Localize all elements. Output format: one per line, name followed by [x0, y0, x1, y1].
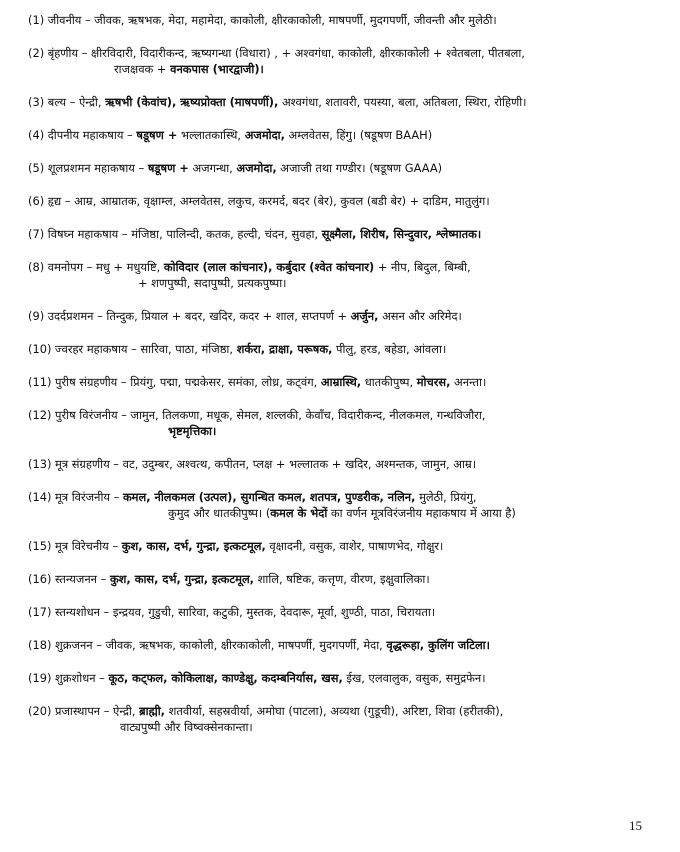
list-item: [28, 308, 668, 324]
list-item: [28, 538, 668, 554]
text-segment: (3) बल्य – ऐन्द्री,: [28, 95, 106, 109]
item-line: [28, 259, 668, 275]
item-line: [28, 538, 668, 554]
item-line: [28, 193, 668, 209]
bold-text: कमल, नीलकमल (उत्पल), सुगन्धित कमल, शतपत्र, पुण्डरीक, नलिन,: [122, 490, 416, 504]
text-segment: (13) मूत्र संग्रहणीय – वट, उदुम्बर, अश्वत्थ, कपीतन, प्लक्ष + भल्लातक + खदिर, अश्मन्तक, जामुन, आम्र।: [28, 457, 477, 471]
text-segment: (7) विषघ्न महाकषाय – मंजिष्ठा, पालिन्दी, कतक, हल्दी, चंदन, सुवहा,: [28, 227, 322, 241]
bold-text: कमल के भेदों: [270, 506, 328, 520]
list-item: [28, 193, 668, 209]
list-item: [28, 637, 668, 653]
bold-text: ब्राह्मी,: [139, 704, 165, 718]
item-line: [28, 571, 668, 587]
text-segment: (18) शुक्रजनन – जीवक, ऋषभक, काकोली, क्षीरकाकोली, माषपर्णी, मुदगपर्णी, मेदा,: [28, 638, 387, 652]
bold-text: कूठ, कट्फल, कोकिलाक्ष, काण्डेक्षु, कदम्बनिर्यास, खस,: [108, 671, 343, 685]
text-segment: वृक्षादनी, वसुक, वाशेर, पाषाणभेद, गोक्षुर।: [265, 539, 444, 553]
bold-text: वनकपास (भारद्वाजी)।: [170, 62, 264, 76]
list-item: [28, 259, 668, 291]
bold-text: वृद्धरूहा, कुलिंग जटिला।: [386, 638, 490, 652]
text-segment: अम्लवेतस, हिंगु। (षडूषण BAAH): [284, 128, 433, 142]
list-item: [28, 12, 668, 28]
text-segment: अनन्ता।: [450, 375, 487, 389]
text-segment: भल्लातकास्थि,: [177, 128, 245, 142]
item-line: [28, 374, 668, 390]
bold-text: अजमोदा,: [236, 161, 277, 175]
list-item: [28, 341, 668, 357]
item-line: [28, 12, 668, 28]
item-line: [28, 127, 668, 143]
list-item: [28, 489, 668, 521]
item-line: [28, 637, 668, 653]
bold-text: भृष्टमृत्तिका।: [168, 424, 217, 438]
bold-text: मोचरस,: [416, 375, 451, 389]
text-segment: (6) हृद्य – आम्र, आम्रातक, वृक्षाम्ल, अम्लवेतस, लकुच, करमर्द, बदर (बेर), कुवल (बडी बेर) + दाडिम, मातुलुंग।: [28, 194, 490, 208]
text-segment: असन और अरिमेद।: [378, 309, 462, 323]
text-segment: धातकीपुष्प,: [361, 375, 417, 389]
herb-group-list: [28, 12, 668, 752]
item-continuation-line: [28, 61, 668, 77]
list-item: [28, 226, 668, 242]
item-line: [28, 604, 668, 620]
text-segment: मुलेठी, प्रियंगु,: [415, 490, 477, 504]
bold-text: षडूषण +: [136, 128, 178, 142]
text-segment: (4) दीपनीय महाकषाय –: [28, 128, 137, 142]
item-line: [28, 226, 668, 242]
text-segment: ईख, एलवालुक, वसुक, समुद्रफेन।: [342, 671, 486, 685]
text-segment: का वर्णन मूत्रविरंजनीय महाकषाय में आया है): [327, 506, 516, 520]
text-segment: वाट्यपुष्पी और विष्वक्सेनकान्ता।: [120, 720, 253, 734]
bold-text: ऋषभी (केवांच), ऋष्यप्रोक्ता (माषपर्णी),: [105, 95, 279, 109]
text-segment: + नीप, बिदुल, बिम्बी,: [374, 260, 471, 274]
bold-text: कुश, कास, दर्भ, गुन्द्रा, इत्कटमूल,: [109, 572, 255, 586]
list-item: [28, 456, 668, 472]
item-continuation-line: [28, 423, 668, 439]
text-segment: (19) शुक्रशोधन –: [28, 671, 109, 685]
list-item: [28, 407, 668, 439]
text-segment: शतवीर्या, सहस्रवीर्या, अमोघा (पाटला), अव्यथा (गुडूची), अरिष्टा, शिवा (हरीतकी),: [164, 704, 504, 718]
text-segment: अश्वगंधा, शतावरी, पयस्या, बला, अतिबला, स्थिरा, रोहिणी।: [278, 95, 527, 109]
text-segment: (2) बृंहणीय – क्षीरविदारी, विदारीकन्द, ऋष्यगन्धा (विधारा) , + अश्वगंधा, काकोली, क्षीरकाकोली + श्वेतबला, पीतबला,: [28, 46, 525, 60]
text-segment: शालि, षष्टिक, कत्तृण, वीरण, इक्षुवालिका।: [254, 572, 430, 586]
page-number: 15: [629, 818, 642, 833]
list-item: [28, 374, 668, 390]
item-line: [28, 489, 668, 505]
bold-text: षडूषण +: [147, 161, 189, 175]
item-line: [28, 341, 668, 357]
list-item: [28, 160, 668, 176]
bold-text: कोविदार (लाल कांचनार), कर्बुदार (श्वेत कांचनार): [163, 260, 375, 274]
list-item: [28, 571, 668, 587]
text-segment: कुमुद और धातकीपुष्प। (: [168, 506, 271, 520]
item-line: [28, 94, 668, 110]
text-segment: (9) उदर्दप्रशमन – तिन्दुक, प्रियाल + बदर, खदिर, कदर + शाल, सप्तपर्ण +: [28, 309, 351, 323]
list-item: [28, 670, 668, 686]
list-item: [28, 703, 668, 735]
item-continuation-line: [28, 275, 668, 291]
list-item: [28, 45, 668, 77]
text-segment: राजक्षवक +: [114, 62, 171, 76]
text-segment: (8) वमनोपग – मधु + मधुयष्टि,: [28, 260, 164, 274]
text-segment: (12) पुरीष विरंजनीय – जामुन, तिलकणा, मधूक, सेमल, शल्लकी, केवाँच, विदारीकन्द, नीलकमल, गन्धविजौरा,: [28, 408, 486, 422]
item-line: [28, 670, 668, 686]
text-segment: (16) स्तन्यजनन –: [28, 572, 110, 586]
item-continuation-line: [28, 719, 668, 735]
list-item: [28, 127, 668, 143]
text-segment: (14) मूत्र विरंजनीय –: [28, 490, 123, 504]
bold-text: शर्करा, द्राक्षा, परूषक,: [236, 342, 333, 356]
text-segment: (17) स्तन्यशोधन – इन्द्रयव, गुडुची, सारिवा, कटुकी, मुस्तक, देवदारू, मूर्वा, शुण्ठी, पाठा, चिरायता।: [28, 605, 436, 619]
bold-text: सूक्ष्मैला, शिरीष, सिन्दुवार, श्लेष्मातक।: [321, 227, 482, 241]
text-segment: (1) जीवनीय – जीवक, ऋषभक, मेदा, महामेदा, काकोली, क्षीरकाकोली, माषपर्णी, मुदगपर्णी, जीवन्ती और मुलेठी।: [28, 13, 497, 27]
text-segment: (5) शूलप्रशमन महाकषाय –: [28, 161, 148, 175]
text-segment: (15) मूत्र विरेचनीय –: [28, 539, 122, 553]
bold-text: कुश, कास, दर्भ, गुन्द्रा, इत्कटमूल,: [121, 539, 266, 553]
bold-text: अजमोदा,: [244, 128, 285, 142]
text-segment: (20) प्रजास्थापन – ऐन्द्री,: [28, 704, 140, 718]
bold-text: आम्रास्थि,: [320, 375, 362, 389]
bold-text: अर्जुन,: [350, 309, 379, 323]
text-segment: पीलु, हरड, बहेडा, आंवला।: [332, 342, 447, 356]
item-line: [28, 456, 668, 472]
text-segment: अजगन्धा,: [188, 161, 237, 175]
text-segment: (10) ज्वरहर महाकषाय – सारिवा, पाठा, मंजिष्ठा,: [28, 342, 237, 356]
item-line: [28, 45, 668, 61]
item-line: [28, 407, 668, 423]
item-line: [28, 703, 668, 719]
list-item: [28, 94, 668, 110]
item-line: [28, 160, 668, 176]
text-segment: + शणपुष्पी, सदापुष्पी, प्रत्यकपुष्पा।: [138, 276, 287, 290]
item-line: [28, 308, 668, 324]
text-segment: अजाजी तथा गण्डीर। (षडूषण GAAA): [276, 161, 443, 175]
list-item: [28, 604, 668, 620]
text-segment: (11) पुरीष संग्रहणीय – प्रियंगु, पद्मा, पद्मकेसर, समंका, लोध्र, कट्वंग,: [28, 375, 321, 389]
item-continuation-line: [28, 505, 668, 521]
